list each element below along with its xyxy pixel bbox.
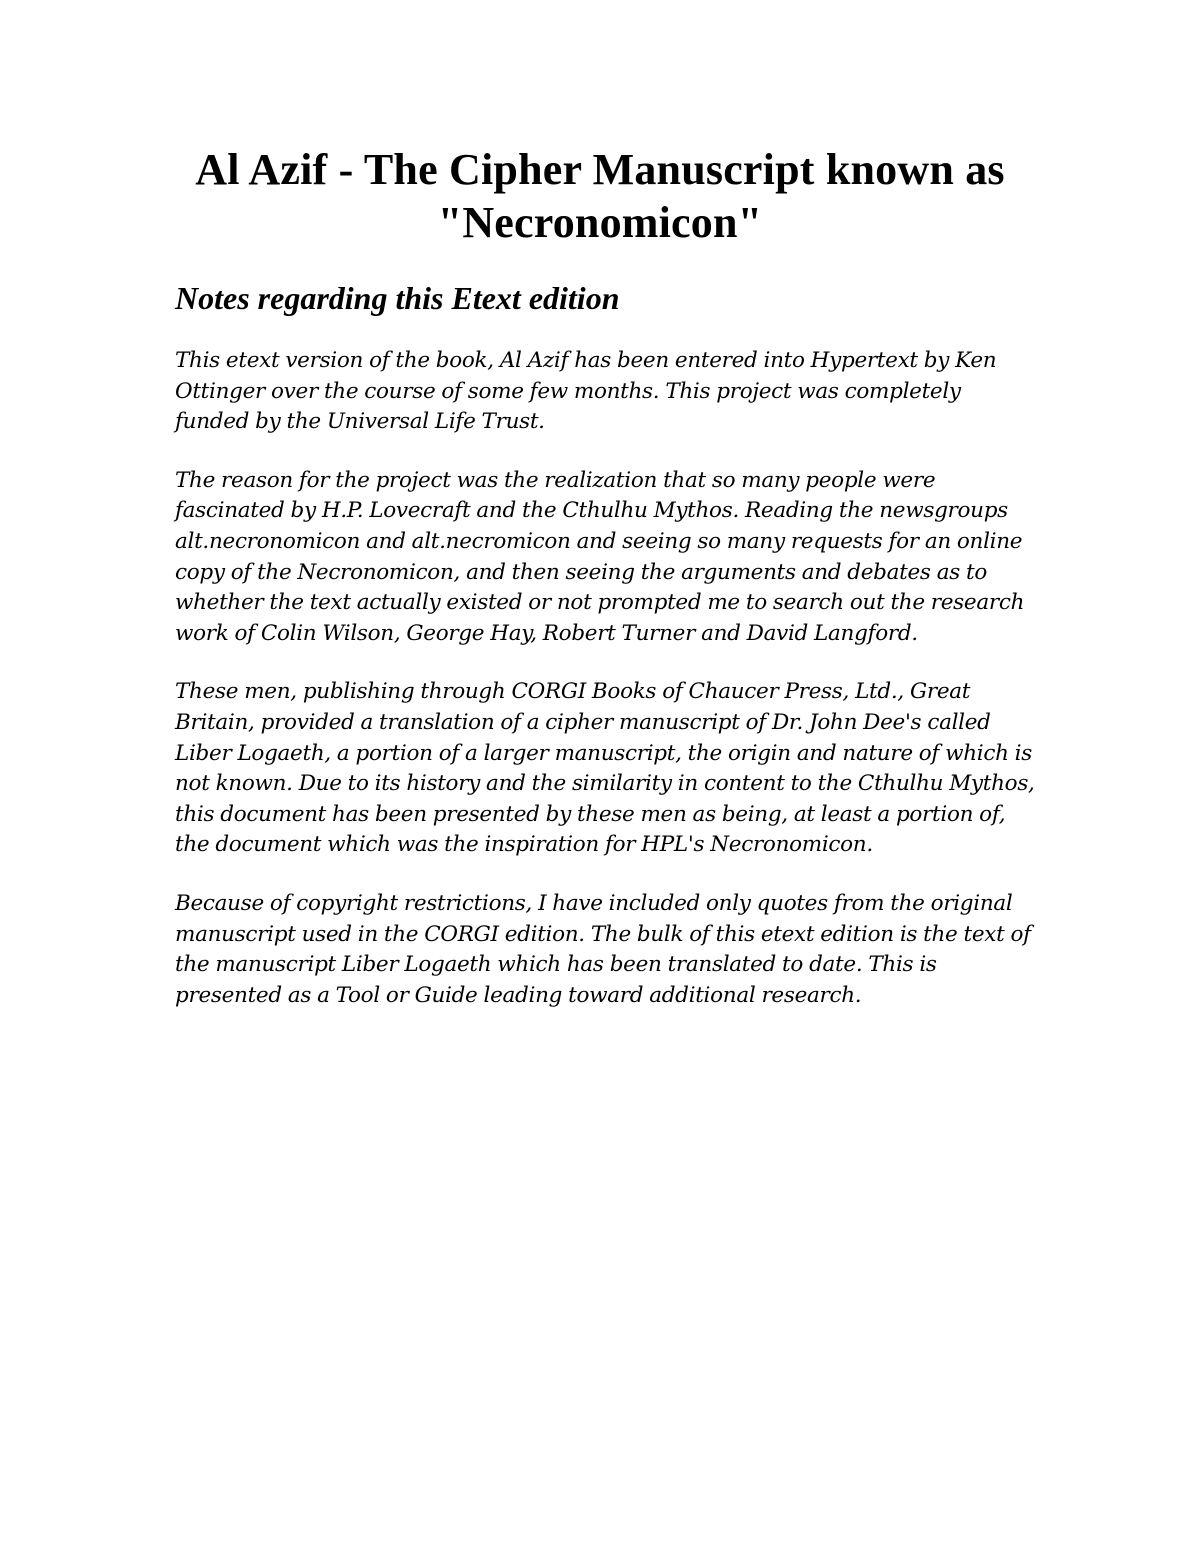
paragraph-3: These men, publishing through CORGI Books of Chaucer Press, Ltd., Great Britain, provided a translation of a cipher manuscript of Dr. John Dee's called Liber Logaeth, a portion of a larger manuscript, the origin and nature of which is not known. Due to its history and the similarity in content to the Cthulhu Mythos, this document has been presented by these men as being, at least a portion of, the document which was the inspiration for HPL's Necronomicon. — [175, 679, 1035, 858]
body-text — [175, 346, 1037, 1039]
paragraph-1: This etext version of the book, Al Azif has been entered into Hypertext by Ken Ottinger over the course of some few months. This project was completely funded by the Universal Life Trust. — [175, 348, 997, 435]
paragraph-4: Because of copyright restrictions, I have included only quotes from the original manuscript used in the CORGI edition. The bulk of this etext edition is the text of the manuscript Liber Logaeth which has been translated to date. This is presented as a Tool or Guide leading toward additional research. — [175, 890, 1031, 1008]
page-title: Al Azif - The Cipher Manuscript known as "Necronomicon" — [195, 145, 1005, 247]
paragraph-2: The reason for the project was the realization that so many people were fascinated by H.P. Lovecraft and the Cthulhu Mythos. Reading the newsgroups alt.necronomicon and alt.necromicon and seeing so many requests for an online copy of the Necronomicon, and then seeing the arguments and debates as to whether the text actually existed or not prompted me to search out the research work of Colin Wilson, George Hay, Robert Turner and David Langford. — [175, 467, 1025, 646]
section-heading: Notes regarding this Etext edition — [175, 280, 620, 316]
